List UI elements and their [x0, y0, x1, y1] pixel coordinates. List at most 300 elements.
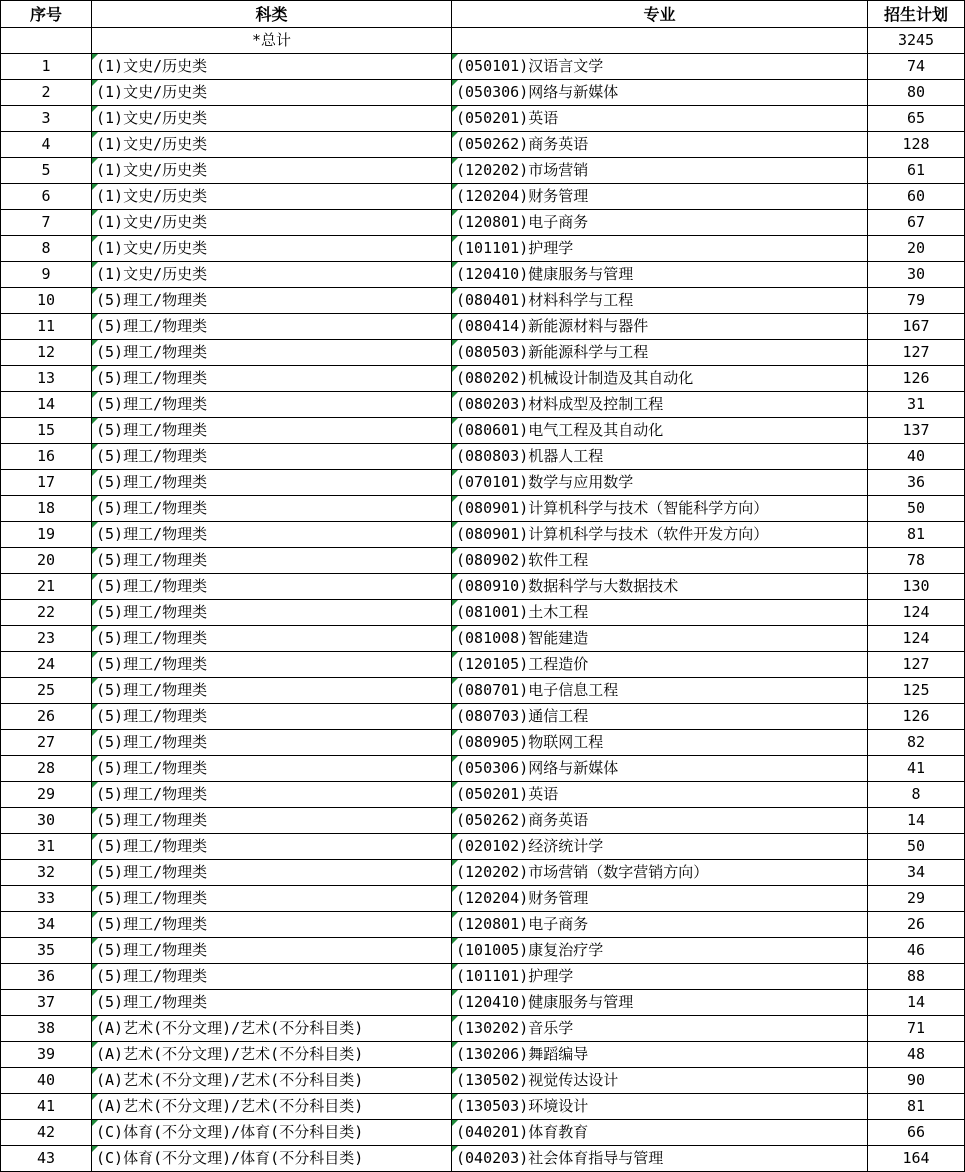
- text-format-indicator-icon: [92, 1068, 98, 1074]
- plan-cell-text: 127: [902, 343, 930, 361]
- plan-cell[interactable]: [868, 210, 965, 236]
- index-cell[interactable]: [1, 1042, 92, 1068]
- plan-cell[interactable]: [868, 704, 965, 730]
- major-cell[interactable]: [452, 470, 868, 496]
- category-cell-text: (5)理工/物理类: [96, 603, 208, 621]
- category-cell[interactable]: [92, 912, 452, 938]
- category-cell[interactable]: [92, 782, 452, 808]
- major-cell-text: (080401)材料科学与工程: [456, 291, 634, 309]
- major-cell[interactable]: [452, 106, 868, 132]
- category-cell-text: (5)理工/物理类: [96, 317, 208, 335]
- plan-cell[interactable]: [868, 444, 965, 470]
- category-cell-text: (5)理工/物理类: [96, 499, 208, 517]
- text-format-indicator-icon: [452, 600, 458, 606]
- table-row: [1, 210, 965, 236]
- text-format-indicator-icon: [452, 392, 458, 398]
- text-format-indicator-icon: [452, 1042, 458, 1048]
- major-cell[interactable]: [452, 132, 868, 158]
- table-row: [1, 756, 965, 782]
- category-cell-text: (1)文史/历史类: [96, 187, 208, 205]
- major-cell-text: (080901)计算机科学与技术（软件开发方向）: [456, 525, 769, 543]
- major-cell-text: (080901)计算机科学与技术（智能科学方向）: [456, 499, 769, 517]
- index-cell[interactable]: [1, 1120, 92, 1146]
- text-format-indicator-icon: [92, 184, 98, 190]
- plan-cell[interactable]: [868, 80, 965, 106]
- major-cell-text: (120202)市场营销: [456, 161, 589, 179]
- major-cell[interactable]: [452, 964, 868, 990]
- category-cell[interactable]: [92, 834, 452, 860]
- text-format-indicator-icon: [452, 626, 458, 632]
- plan-cell[interactable]: [868, 834, 965, 860]
- category-cell[interactable]: [92, 860, 452, 886]
- category-cell[interactable]: [92, 678, 452, 704]
- major-cell[interactable]: [452, 1120, 868, 1146]
- category-cell-text: (1)文史/历史类: [96, 213, 208, 231]
- plan-cell[interactable]: [868, 964, 965, 990]
- major-cell[interactable]: [452, 210, 868, 236]
- plan-cell[interactable]: [868, 626, 965, 652]
- text-format-indicator-icon: [452, 860, 458, 866]
- plan-cell-text: 88: [906, 967, 926, 985]
- category-cell[interactable]: [92, 288, 452, 314]
- index-cell[interactable]: [1, 652, 92, 678]
- category-cell[interactable]: [92, 392, 452, 418]
- text-format-indicator-icon: [452, 54, 458, 60]
- category-cell[interactable]: [92, 990, 452, 1016]
- table-row: [1, 158, 965, 184]
- major-cell[interactable]: [452, 626, 868, 652]
- major-cell[interactable]: [452, 1094, 868, 1120]
- text-format-indicator-icon: [452, 886, 458, 892]
- plan-cell-text: 137: [902, 421, 930, 439]
- category-cell[interactable]: [92, 730, 452, 756]
- table-row: [1, 964, 965, 990]
- plan-cell[interactable]: [868, 782, 965, 808]
- plan-cell-text: 130: [902, 577, 930, 595]
- category-cell[interactable]: [92, 756, 452, 782]
- index-cell[interactable]: [1, 106, 92, 132]
- plan-cell[interactable]: [868, 990, 965, 1016]
- text-format-indicator-icon: [452, 1016, 458, 1022]
- table-row: [1, 392, 965, 418]
- category-cell[interactable]: [92, 1146, 452, 1172]
- plan-cell[interactable]: [868, 600, 965, 626]
- plan-cell-text: 30: [906, 265, 926, 283]
- category-cell-text: (5)理工/物理类: [96, 915, 208, 933]
- text-format-indicator-icon: [452, 366, 458, 372]
- major-cell[interactable]: [452, 860, 868, 886]
- index-cell[interactable]: [1, 600, 92, 626]
- plan-cell-text: 50: [906, 837, 926, 855]
- category-cell[interactable]: [92, 600, 452, 626]
- index-cell[interactable]: [1, 730, 92, 756]
- index-cell[interactable]: [1, 470, 92, 496]
- text-format-indicator-icon: [92, 470, 98, 476]
- major-cell[interactable]: [452, 990, 868, 1016]
- index-cell[interactable]: [1, 678, 92, 704]
- plan-cell-text: 48: [906, 1045, 926, 1063]
- category-cell-text: (A)艺术(不分文理)/艺术(不分科目类): [96, 1019, 364, 1037]
- index-cell[interactable]: [1, 964, 92, 990]
- text-format-indicator-icon: [452, 522, 458, 528]
- category-cell[interactable]: [92, 184, 452, 210]
- index-cell[interactable]: [1, 392, 92, 418]
- category-cell-text: (1)文史/历史类: [96, 239, 208, 257]
- index-cell[interactable]: [1, 782, 92, 808]
- major-cell-text: (080503)新能源科学与工程: [456, 343, 649, 361]
- index-cell[interactable]: [1, 756, 92, 782]
- major-cell[interactable]: [452, 678, 868, 704]
- category-cell[interactable]: [92, 340, 452, 366]
- category-cell-text: (A)艺术(不分文理)/艺术(不分科目类): [96, 1071, 364, 1089]
- index-cell[interactable]: [1, 912, 92, 938]
- text-format-indicator-icon: [452, 1146, 458, 1152]
- total-plan-cell[interactable]: 3245: [868, 28, 965, 54]
- major-cell[interactable]: [452, 184, 868, 210]
- major-cell-text: (070101)数学与应用数学: [456, 473, 634, 491]
- index-cell-text: 28: [36, 759, 56, 777]
- plan-cell-text: 46: [906, 941, 926, 959]
- text-format-indicator-icon: [92, 314, 98, 320]
- index-cell[interactable]: [1, 938, 92, 964]
- category-cell[interactable]: [92, 1094, 452, 1120]
- index-cell[interactable]: [1, 80, 92, 106]
- major-cell[interactable]: [452, 340, 868, 366]
- column-header-major: 专业: [452, 1, 868, 28]
- major-cell[interactable]: [452, 652, 868, 678]
- major-cell[interactable]: [452, 886, 868, 912]
- category-cell-text: (5)理工/物理类: [96, 551, 208, 569]
- index-cell-text: 27: [36, 733, 56, 751]
- major-cell[interactable]: [452, 314, 868, 340]
- plan-cell-text: 164: [902, 1149, 930, 1167]
- plan-cell-text: 14: [906, 811, 926, 829]
- plan-cell[interactable]: [868, 938, 965, 964]
- category-cell[interactable]: [92, 418, 452, 444]
- category-cell[interactable]: [92, 236, 452, 262]
- major-cell[interactable]: [452, 548, 868, 574]
- index-cell[interactable]: [1, 574, 92, 600]
- major-cell-text: (101101)护理学: [456, 967, 574, 985]
- plan-cell[interactable]: [868, 184, 965, 210]
- plan-cell[interactable]: [868, 652, 965, 678]
- index-cell[interactable]: [1, 1016, 92, 1042]
- text-format-indicator-icon: [92, 444, 98, 450]
- major-cell[interactable]: [452, 288, 868, 314]
- table-row: [1, 236, 965, 262]
- total-index-cell[interactable]: [1, 28, 92, 54]
- table-row: [1, 314, 965, 340]
- category-cell[interactable]: [92, 496, 452, 522]
- category-cell[interactable]: [92, 1042, 452, 1068]
- plan-cell[interactable]: [868, 886, 965, 912]
- category-cell[interactable]: [92, 444, 452, 470]
- category-cell[interactable]: [92, 210, 452, 236]
- index-cell-text: 40: [36, 1071, 56, 1089]
- table-row: [1, 574, 965, 600]
- major-cell[interactable]: [452, 808, 868, 834]
- major-cell[interactable]: [452, 756, 868, 782]
- category-cell[interactable]: [92, 704, 452, 730]
- category-cell[interactable]: [92, 938, 452, 964]
- category-cell[interactable]: [92, 262, 452, 288]
- plan-cell[interactable]: [868, 1146, 965, 1172]
- plan-cell-text: 40: [906, 447, 926, 465]
- table-row: [1, 184, 965, 210]
- category-cell-text: (1)文史/历史类: [96, 57, 208, 75]
- plan-cell-text: 14: [906, 993, 926, 1011]
- category-cell-text: (5)理工/物理类: [96, 369, 208, 387]
- major-cell[interactable]: [452, 834, 868, 860]
- major-cell[interactable]: [452, 782, 868, 808]
- major-cell[interactable]: [452, 366, 868, 392]
- table-row: [1, 860, 965, 886]
- category-cell[interactable]: [92, 106, 452, 132]
- index-cell[interactable]: [1, 1146, 92, 1172]
- category-cell[interactable]: [92, 1068, 452, 1094]
- category-cell-text: (5)理工/物理类: [96, 629, 208, 647]
- text-format-indicator-icon: [452, 418, 458, 424]
- plan-cell[interactable]: [868, 262, 965, 288]
- category-cell[interactable]: [92, 1120, 452, 1146]
- index-cell[interactable]: [1, 522, 92, 548]
- category-cell[interactable]: [92, 54, 452, 80]
- plan-cell[interactable]: [868, 106, 965, 132]
- plan-cell[interactable]: [868, 912, 965, 938]
- table-row: [1, 1042, 965, 1068]
- text-format-indicator-icon: [92, 860, 98, 866]
- major-cell-text: (120410)健康服务与管理: [456, 993, 634, 1011]
- plan-cell[interactable]: [868, 730, 965, 756]
- major-cell[interactable]: [452, 496, 868, 522]
- index-cell[interactable]: [1, 834, 92, 860]
- plan-cell[interactable]: [868, 236, 965, 262]
- plan-cell[interactable]: [868, 1068, 965, 1094]
- index-cell[interactable]: [1, 548, 92, 574]
- plan-cell[interactable]: [868, 1094, 965, 1120]
- index-cell-text: 39: [36, 1045, 56, 1063]
- text-format-indicator-icon: [452, 106, 458, 112]
- index-cell-text: 42: [36, 1123, 56, 1141]
- category-cell-text: (5)理工/物理类: [96, 291, 208, 309]
- text-format-indicator-icon: [92, 340, 98, 346]
- index-cell[interactable]: [1, 314, 92, 340]
- index-cell-text: 5: [41, 161, 51, 179]
- major-cell[interactable]: [452, 574, 868, 600]
- major-cell-text: (080803)机器人工程: [456, 447, 604, 465]
- major-cell[interactable]: [452, 392, 868, 418]
- index-cell[interactable]: [1, 990, 92, 1016]
- category-cell-text: (A)艺术(不分文理)/艺术(不分科目类): [96, 1097, 364, 1115]
- plan-cell[interactable]: [868, 808, 965, 834]
- plan-cell-text: 127: [902, 655, 930, 673]
- category-cell[interactable]: [92, 964, 452, 990]
- plan-cell[interactable]: [868, 470, 965, 496]
- plan-cell-text: 31: [906, 395, 926, 413]
- index-cell-text: 29: [36, 785, 56, 803]
- index-cell[interactable]: [1, 288, 92, 314]
- plan-cell-text: 71: [906, 1019, 926, 1037]
- major-cell[interactable]: [452, 1016, 868, 1042]
- index-cell[interactable]: [1, 184, 92, 210]
- plan-cell[interactable]: [868, 860, 965, 886]
- plan-cell[interactable]: [868, 1042, 965, 1068]
- index-cell-text: 16: [36, 447, 56, 465]
- category-cell[interactable]: [92, 470, 452, 496]
- text-format-indicator-icon: [92, 600, 98, 606]
- category-cell[interactable]: [92, 808, 452, 834]
- plan-cell-text: 80: [906, 83, 926, 101]
- index-cell[interactable]: [1, 210, 92, 236]
- index-cell-text: 6: [41, 187, 51, 205]
- plan-cell[interactable]: [868, 158, 965, 184]
- text-format-indicator-icon: [92, 1016, 98, 1022]
- text-format-indicator-icon: [452, 912, 458, 918]
- major-cell[interactable]: [452, 938, 868, 964]
- index-cell[interactable]: [1, 366, 92, 392]
- plan-cell-text: 8: [911, 785, 921, 803]
- text-format-indicator-icon: [452, 340, 458, 346]
- major-cell[interactable]: [452, 80, 868, 106]
- index-cell[interactable]: [1, 496, 92, 522]
- index-cell[interactable]: [1, 704, 92, 730]
- plan-cell[interactable]: [868, 678, 965, 704]
- major-cell[interactable]: [452, 444, 868, 470]
- text-format-indicator-icon: [92, 496, 98, 502]
- index-cell[interactable]: [1, 1068, 92, 1094]
- index-cell-text: 19: [36, 525, 56, 543]
- table-row: [1, 990, 965, 1016]
- category-cell-text: (1)文史/历史类: [96, 135, 208, 153]
- category-cell[interactable]: [92, 132, 452, 158]
- category-cell[interactable]: [92, 80, 452, 106]
- category-cell[interactable]: [92, 574, 452, 600]
- plan-cell[interactable]: [868, 418, 965, 444]
- table-row: [1, 782, 965, 808]
- column-header-index: 序号: [1, 1, 92, 28]
- total-major-cell[interactable]: [452, 28, 868, 54]
- major-cell[interactable]: [452, 1042, 868, 1068]
- index-cell[interactable]: [1, 860, 92, 886]
- category-cell[interactable]: [92, 314, 452, 340]
- category-cell[interactable]: [92, 522, 452, 548]
- index-cell[interactable]: [1, 132, 92, 158]
- text-format-indicator-icon: [452, 210, 458, 216]
- plan-cell[interactable]: [868, 132, 965, 158]
- plan-cell-text: 61: [906, 161, 926, 179]
- index-cell[interactable]: [1, 236, 92, 262]
- major-cell[interactable]: [452, 730, 868, 756]
- category-cell-text: (5)理工/物理类: [96, 681, 208, 699]
- category-cell[interactable]: [92, 158, 452, 184]
- table-row: [1, 808, 965, 834]
- index-cell-text: 36: [36, 967, 56, 985]
- index-cell[interactable]: [1, 340, 92, 366]
- category-cell[interactable]: [92, 652, 452, 678]
- index-cell[interactable]: [1, 1094, 92, 1120]
- major-cell[interactable]: [452, 418, 868, 444]
- index-cell-text: 12: [36, 343, 56, 361]
- text-format-indicator-icon: [92, 782, 98, 788]
- plan-cell[interactable]: [868, 340, 965, 366]
- index-cell[interactable]: [1, 54, 92, 80]
- text-format-indicator-icon: [452, 496, 458, 502]
- plan-cell[interactable]: [868, 1016, 965, 1042]
- plan-cell[interactable]: [868, 392, 965, 418]
- major-cell-text: (120105)工程造价: [456, 655, 589, 673]
- index-cell[interactable]: [1, 418, 92, 444]
- major-cell[interactable]: [452, 1146, 868, 1172]
- total-label-cell[interactable]: *总计: [92, 28, 452, 54]
- text-format-indicator-icon: [452, 262, 458, 268]
- plan-cell-text: 128: [902, 135, 930, 153]
- major-cell[interactable]: [452, 600, 868, 626]
- category-cell[interactable]: [92, 366, 452, 392]
- table-row: [1, 626, 965, 652]
- text-format-indicator-icon: [452, 444, 458, 450]
- category-cell[interactable]: [92, 548, 452, 574]
- plan-cell[interactable]: [868, 548, 965, 574]
- plan-cell[interactable]: [868, 574, 965, 600]
- plan-cell[interactable]: [868, 288, 965, 314]
- index-cell[interactable]: [1, 808, 92, 834]
- major-cell[interactable]: [452, 912, 868, 938]
- category-cell[interactable]: [92, 1016, 452, 1042]
- index-cell-text: 37: [36, 993, 56, 1011]
- plan-cell[interactable]: [868, 522, 965, 548]
- plan-cell-text: 34: [906, 863, 926, 881]
- major-cell[interactable]: [452, 54, 868, 80]
- text-format-indicator-icon: [452, 990, 458, 996]
- major-cell-text: (120410)健康服务与管理: [456, 265, 634, 283]
- text-format-indicator-icon: [92, 262, 98, 268]
- text-format-indicator-icon: [452, 132, 458, 138]
- table-row: [1, 600, 965, 626]
- category-cell[interactable]: [92, 626, 452, 652]
- index-cell-text: 7: [41, 213, 51, 231]
- plan-cell[interactable]: [868, 496, 965, 522]
- index-cell-text: 38: [36, 1019, 56, 1037]
- category-cell-text: (5)理工/物理类: [96, 733, 208, 751]
- major-cell-text: (120801)电子商务: [456, 915, 589, 933]
- plan-cell[interactable]: [868, 756, 965, 782]
- major-cell[interactable]: [452, 236, 868, 262]
- plan-cell[interactable]: [868, 1120, 965, 1146]
- index-cell[interactable]: [1, 158, 92, 184]
- category-cell-text: (5)理工/物理类: [96, 759, 208, 777]
- category-cell[interactable]: [92, 886, 452, 912]
- index-cell[interactable]: [1, 886, 92, 912]
- text-format-indicator-icon: [92, 938, 98, 944]
- table-row: [1, 80, 965, 106]
- plan-cell[interactable]: [868, 366, 965, 392]
- major-cell[interactable]: [452, 262, 868, 288]
- table-row: [1, 288, 965, 314]
- major-cell[interactable]: [452, 1068, 868, 1094]
- major-cell-text: (120204)财务管理: [456, 187, 589, 205]
- plan-cell[interactable]: [868, 314, 965, 340]
- major-cell[interactable]: [452, 704, 868, 730]
- plan-cell[interactable]: [868, 54, 965, 80]
- index-cell[interactable]: [1, 444, 92, 470]
- major-cell[interactable]: [452, 522, 868, 548]
- index-cell[interactable]: [1, 262, 92, 288]
- text-format-indicator-icon: [452, 1068, 458, 1074]
- index-cell[interactable]: [1, 626, 92, 652]
- major-cell-text: (130206)舞蹈编导: [456, 1045, 589, 1063]
- index-cell-text: 14: [36, 395, 56, 413]
- major-cell[interactable]: [452, 158, 868, 184]
